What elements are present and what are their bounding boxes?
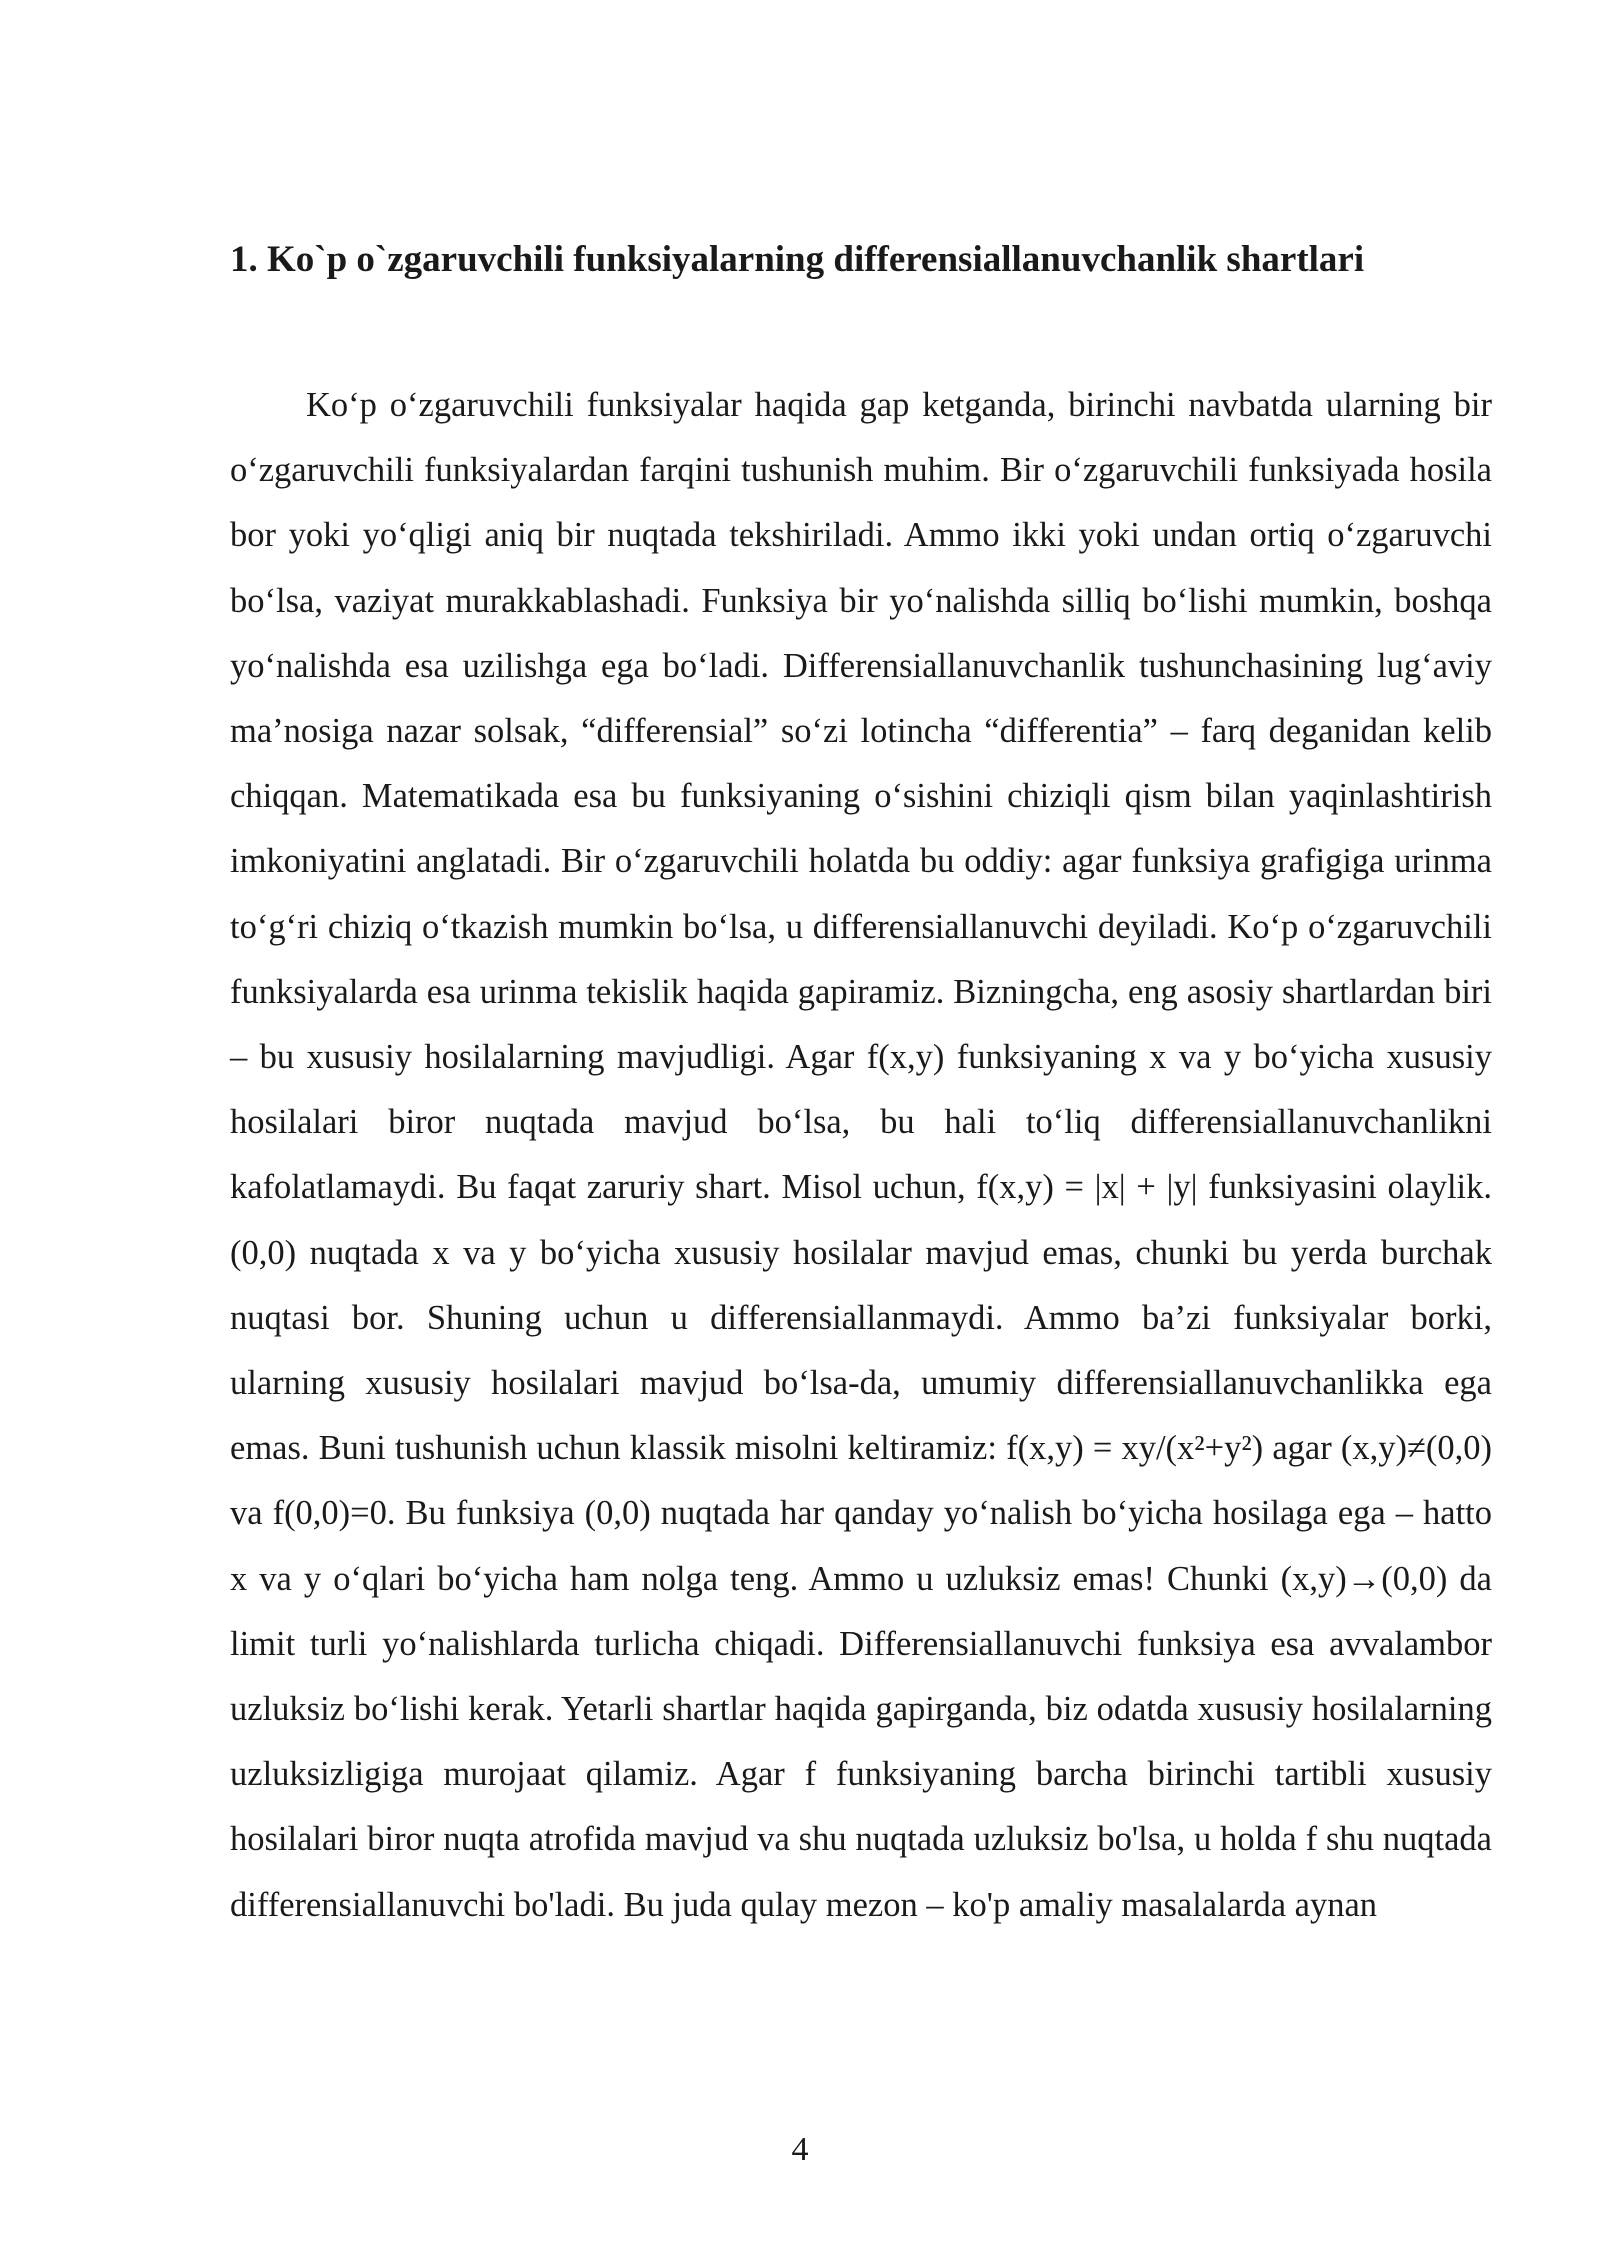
body-paragraph: Ko‘p o‘zgaruvchili funksiyalar haqida gap ketganda, birinchi navbatda ularning bir o‘zgaruvchili funksiyalardan farqini tushunish muhim. Bir o‘zgaruvchili funksiyada hosila bor yoki yo‘qligi aniq bir nuqtada tekshiriladi. Ammo ikki yoki undan ortiq o‘zgaruvchi bo‘lsa, vaziyat murakkablashadi. Funksiya bir yo‘nalishda silliq bo‘lishi mumkin, boshqa yo‘nalishda esa uzilishga ega bo‘ladi. Differensiallanuvchanlik tushunchasining lug‘aviy ma’nosiga nazar solsak, “differensial” so‘zi lotincha “differentia” – farq deganidan kelib chiqqan. Matematikada esa bu funksiyaning o‘sishini chiziqli qism bilan yaqinlashtirish imkoniyatini anglatadi. Bir o‘zgaruvchili holatda bu oddiy: agar funksiya grafigiga urinma to‘g‘ri chiziq o‘tkazish mumkin bo‘lsa, u differensiallanuvchi deyiladi. Ko‘p o‘zgaruvchili funksiyalarda esa urinma tekislik haqida gapiramiz. Bizningcha, eng asosiy shartlardan biri – bu xususiy hosilalarning mavjudligi. Agar f(x,y) funksiyaning x va y bo‘yicha xususiy hosilalari biror nuqtada mavjud bo‘lsa, bu hali to‘liq differensiallanuvchanlikni kafolatlamaydi. Bu faqat zaruriy shart. Misol uchun, f(x,y) = |x| + |y| funksiyasini olaylik. (0,0) nuqtada x va y bo‘yicha xususiy hosilalar mavjud emas, chunki bu yerda burchak nuqtasi bor. Shuning uchun u differensiallanmaydi. Ammo ba’zi funksiyalar borki, ularning xususiy hosilalari mavjud bo‘lsa-da, umumiy differensiallanuvchanlikka ega emas. Buni tushunish uchun klassik misolni keltiramiz: f(x,y) = xy/(x²+y²) agar (x,y)≠(0,0) va f(0,0)=0. Bu funksiya (0,0) nuqtada har qanday yo‘nalish bo‘yicha hosilaga ega – hatto x va y o‘qlari bo‘yicha ham nolga teng. Ammo u uzluksiz emas! Chunki (x,y)→(0,0) da limit turli yo‘nalishlarda turlicha chiqadi. Differensiallanuvchi funksiya esa avvalambor uzluksiz bo‘lishi kerak. Yetarli shartlar haqida gapirganda, biz odatda xususiy hosilalarning uzluksizligiga murojaat qilamiz. Agar f funksiyaning barcha birinchi tartibli xususiy hosilalari biror nuqta atrofida mavjud va shu nuqtada uzluksiz bo'lsa, u holda f shu nuqtada differensiallanuvchi bo'ladi. Bu juda qulay mezon – ko'p amaliy masalalarda aynan [230,386,1492,1924]
page-number: 4 [791,2131,809,2168]
section-heading: 1. Ko`p o`zgaruvchili funksiyalarning differensiallanuvchanlik shartlari [230,239,1365,280]
